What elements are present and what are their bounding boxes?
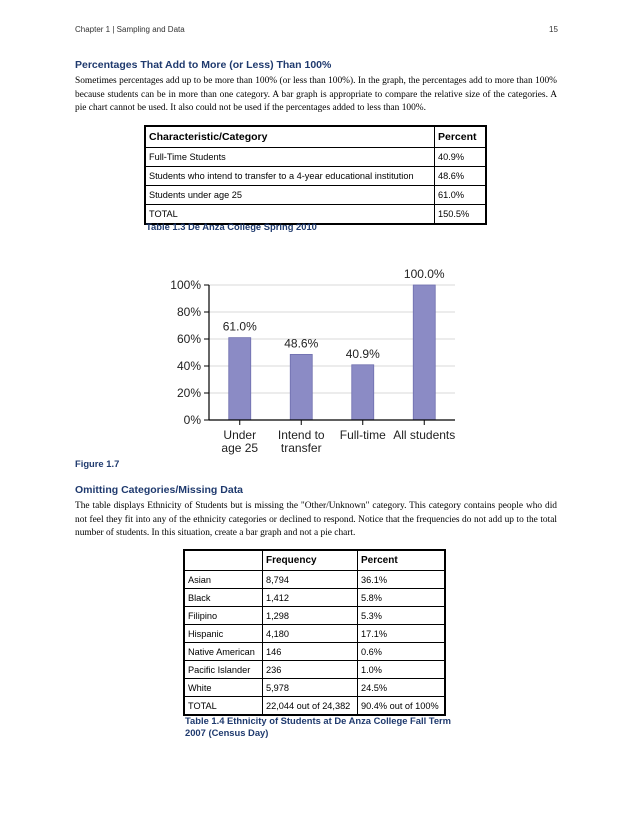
x-tick-label: Full-time: [339, 428, 386, 442]
table-cell: Students who intend to transfer to a 4-year educational institution: [145, 167, 435, 186]
table-row: [145, 148, 486, 167]
table-cell: 1.0%: [358, 661, 446, 679]
table-cell: Black: [184, 589, 263, 607]
table-row: [145, 167, 486, 186]
bar: [229, 338, 251, 420]
column-header: Percent: [435, 126, 487, 148]
table-header-row: [184, 550, 445, 571]
section-heading-omitting: Omitting Categories/Missing Data: [75, 484, 244, 496]
column-header: [184, 550, 263, 571]
table-cell: Students under age 25: [145, 186, 435, 205]
table-row: [145, 186, 486, 205]
table-cell: White: [184, 679, 263, 697]
table-row: [184, 625, 445, 643]
running-header: Chapter 1 | Sampling and Data: [75, 25, 185, 34]
table-cell: 24.5%: [358, 679, 446, 697]
table-row: [184, 643, 445, 661]
table-cell: TOTAL: [145, 205, 435, 225]
y-tick-label: 60%: [176, 332, 201, 346]
table-cell: 236: [263, 661, 358, 679]
table-cell: Asian: [184, 571, 263, 589]
x-tick-label: age 25: [221, 441, 259, 455]
bar: [413, 285, 435, 420]
bar: [290, 354, 312, 420]
section-paragraph-omitting: The table displays Ethnicity of Students but is missing the "Other/Unknown" category. This category contains people who did not feel they fit into any of the ethnicity categories or declined to respond. Notice that the frequencies do not add up to the total number of students. In this situation, create a bar graph and not a pie chart.: [75, 501, 557, 538]
table-row: [184, 607, 445, 625]
table-cell: 1,298: [263, 607, 358, 625]
column-header: Percent: [358, 550, 446, 571]
table-cell: Native American: [184, 643, 263, 661]
y-tick-label: 100%: [170, 278, 201, 292]
table-caption: Table 1.4 Ethnicity of Students at De Anza College Fall Term 2007 (Census Day): [185, 715, 452, 738]
x-tick-label: transfer: [280, 441, 322, 455]
page-number: 15: [549, 25, 558, 34]
data-label: 100.0%: [403, 267, 445, 281]
characteristics-table: [144, 125, 487, 225]
chart-bars: [229, 285, 436, 420]
table-cell: 5,978: [263, 679, 358, 697]
y-tick-label: 0%: [183, 413, 201, 427]
table-row: [184, 679, 445, 697]
table-cell: 61.0%: [435, 186, 487, 205]
data-label: 48.6%: [284, 336, 319, 351]
table-cell: 1,412: [263, 589, 358, 607]
table-row: [184, 697, 445, 716]
table-header-row: [145, 126, 486, 148]
data-label: 40.9%: [345, 346, 380, 361]
table-cell: 0.6%: [358, 643, 446, 661]
table-cell: 150.5%: [435, 205, 487, 225]
table-row: [184, 589, 445, 607]
table-caption: Table 1.3 De Anza College Spring 2010: [146, 221, 317, 232]
figure-caption: Figure 1.7: [75, 458, 120, 469]
y-tick-label: 40%: [176, 359, 201, 373]
table-cell: Hispanic: [184, 625, 263, 643]
table-cell: 48.6%: [435, 167, 487, 186]
table-cell: 8,794: [263, 571, 358, 589]
bar-chart: [0, 265, 630, 465]
x-tick-label: All students: [393, 428, 456, 442]
y-tick-label: 20%: [176, 386, 201, 400]
table-cell: Full-Time Students: [145, 148, 435, 167]
table-row: [184, 661, 445, 679]
table-cell: 17.1%: [358, 625, 446, 643]
table-cell: Pacific Islander: [184, 661, 263, 679]
table-cell: 146: [263, 643, 358, 661]
table-row: [184, 571, 445, 589]
column-header: Frequency: [263, 550, 358, 571]
x-tick-label: Under: [223, 428, 257, 442]
column-header: Characteristic/Category: [145, 126, 435, 148]
section-heading-percentages: Percentages That Add to More (or Less) Than 100%: [75, 59, 332, 71]
section-paragraph-percentages: Sometimes percentages add up to be more than 100% (or less than 100%). In the graph, the percentages add to more than 100% because students can be in more than one category. A bar graph is appropriate to compare the relative size of the categories. A pie chart cannot be used. It also could not be used if the percentages added to less than 100%.: [75, 76, 557, 113]
table-cell: TOTAL: [184, 697, 263, 716]
ethnicity-table: [183, 549, 446, 716]
table-cell: 90.4% out of 100%: [358, 697, 446, 716]
table-cell: Filipino: [184, 607, 263, 625]
table-cell: 5.3%: [358, 607, 446, 625]
data-label: 61.0%: [222, 319, 257, 334]
table-cell: 40.9%: [435, 148, 487, 167]
bar: [352, 365, 374, 420]
y-tick-label: 80%: [176, 305, 201, 319]
table-cell: 36.1%: [358, 571, 446, 589]
table-cell: 4,180: [263, 625, 358, 643]
chart-labels: [170, 267, 455, 455]
table-cell: 22,044 out of 24,382: [263, 697, 358, 716]
table-cell: 5.8%: [358, 589, 446, 607]
x-tick-label: Intend to: [277, 428, 325, 442]
